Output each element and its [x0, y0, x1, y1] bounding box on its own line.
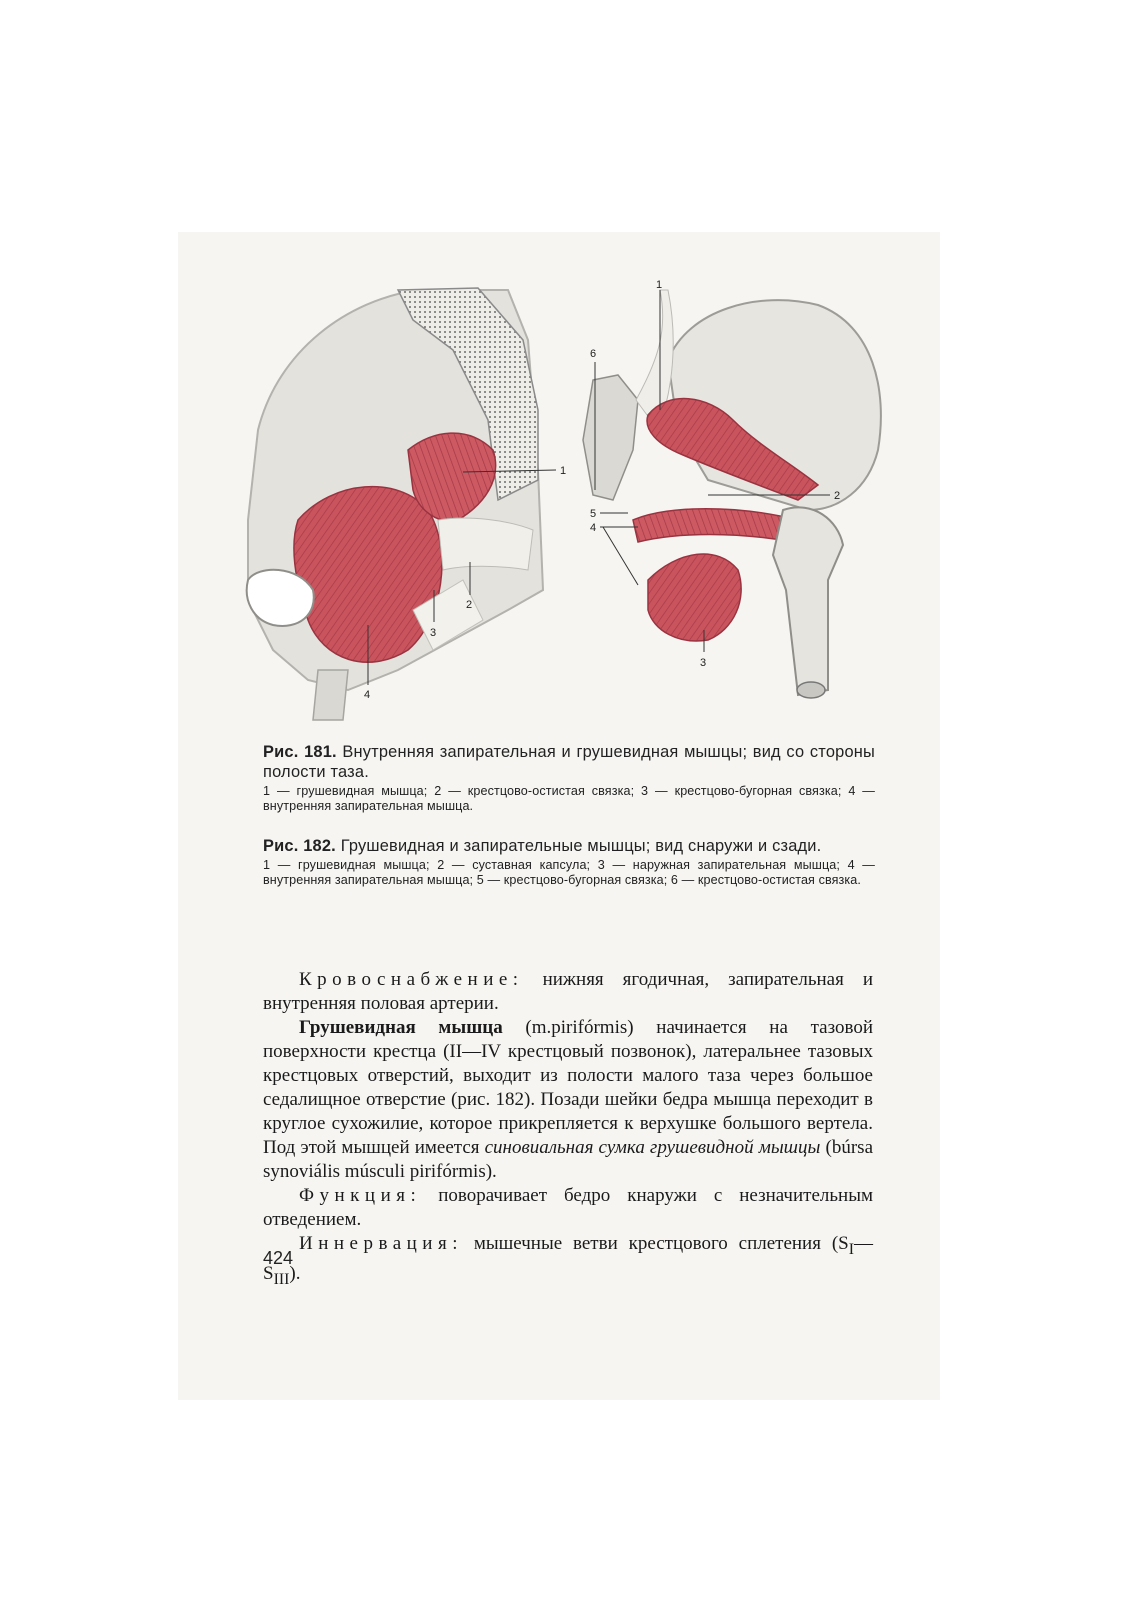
figure-181-caption [263, 742, 875, 814]
figure-181-title [263, 742, 875, 782]
figure-181-title-text: Внутренняя запирательная и грушевидная мышцы; вид со стороны полости таза. [263, 743, 876, 781]
innervation-sub-2: III [273, 1270, 290, 1288]
fig181-label-1: 1 [560, 465, 567, 477]
fig182-label-5: 5 [590, 508, 597, 520]
function-text: поворачивает бедро кнаружи с незначительным отведением. [263, 1185, 873, 1230]
bursa-term: синовиальная сумка грушевидной мышцы [484, 1137, 821, 1158]
fig182-label-3: 3 [700, 657, 707, 669]
body-text [263, 968, 873, 1292]
figure-182-legend: 1 — грушевидная мышца; 2 — суставная капсула; 3 — наружная запирательная мышца; 4 — внутренняя запирательная мышца; 5 — крестцово-бугорная связка; 6 — крестцово-остистая связка. [263, 858, 875, 887]
innervation-heading: Иннервация: [299, 1233, 463, 1254]
figure-181-number: Рис. 181. [263, 743, 337, 761]
innervation-end: ). [289, 1262, 301, 1284]
innervation-dash: —S [263, 1233, 873, 1284]
innervation-text: мышечные ветви крестцового сплетения (S [463, 1233, 849, 1254]
figure-182-number: Рис. 182. [263, 837, 336, 855]
page-number: 424 [263, 1248, 294, 1268]
figure-181-illustration [247, 288, 566, 720]
paragraph-piriformis [263, 1016, 873, 1184]
fig181-label-4: 4 [364, 689, 371, 701]
figure-182-title [263, 836, 875, 856]
blood-supply-heading: Кровоснабжение: [299, 969, 524, 990]
fig182-label-6: 6 [590, 348, 597, 360]
figure-181-legend: 1 — грушевидная мышца; 2 — крестцово-остистая связка; 3 — крестцово-бугорная связка; 4 — внутренняя запирательная мышца. [263, 784, 875, 813]
fig181-label-3: 3 [430, 627, 437, 639]
figure-182-caption [263, 836, 875, 888]
piriformis-text: (m.pirifórmis) начинается на тазовой поверхности крестца (II—IV крестцовый позвонок), латеральнее тазовых крестцовых отверстий, выходит из полости малого таза через большое седалищное отверстие (рис. 182). Позади шейки бедра мышца переходит в круглое сухожилие, которое прикрепляется к верхушке большого вертела. Под этой мышцей имеется [263, 1017, 873, 1158]
figure-182-illustration [583, 280, 881, 698]
anatomy-figures [238, 280, 898, 730]
paragraph-innervation [263, 1232, 873, 1292]
bursa-latin: (búrsa synoviális músculi pirifórmis). [263, 1137, 873, 1182]
innervation-sub-1: I [848, 1240, 854, 1258]
function-heading: Функция: [299, 1185, 422, 1206]
paragraph-function [263, 1184, 873, 1232]
fig182-label-2: 2 [834, 490, 841, 502]
figure-182-title-text: Грушевидная и запирательные мышцы; вид снаружи и сзади. [335, 837, 822, 855]
fig182-label-1: 1 [656, 280, 663, 291]
fig182-label-4: 4 [590, 522, 597, 534]
fig181-label-2: 2 [466, 599, 473, 611]
piriformis-term: Грушевидная мышца [299, 1017, 503, 1038]
blood-supply-text: нижняя ягодичная, запирательная и внутренняя половая артерии. [263, 969, 873, 1014]
paragraph-blood-supply [263, 968, 873, 1016]
